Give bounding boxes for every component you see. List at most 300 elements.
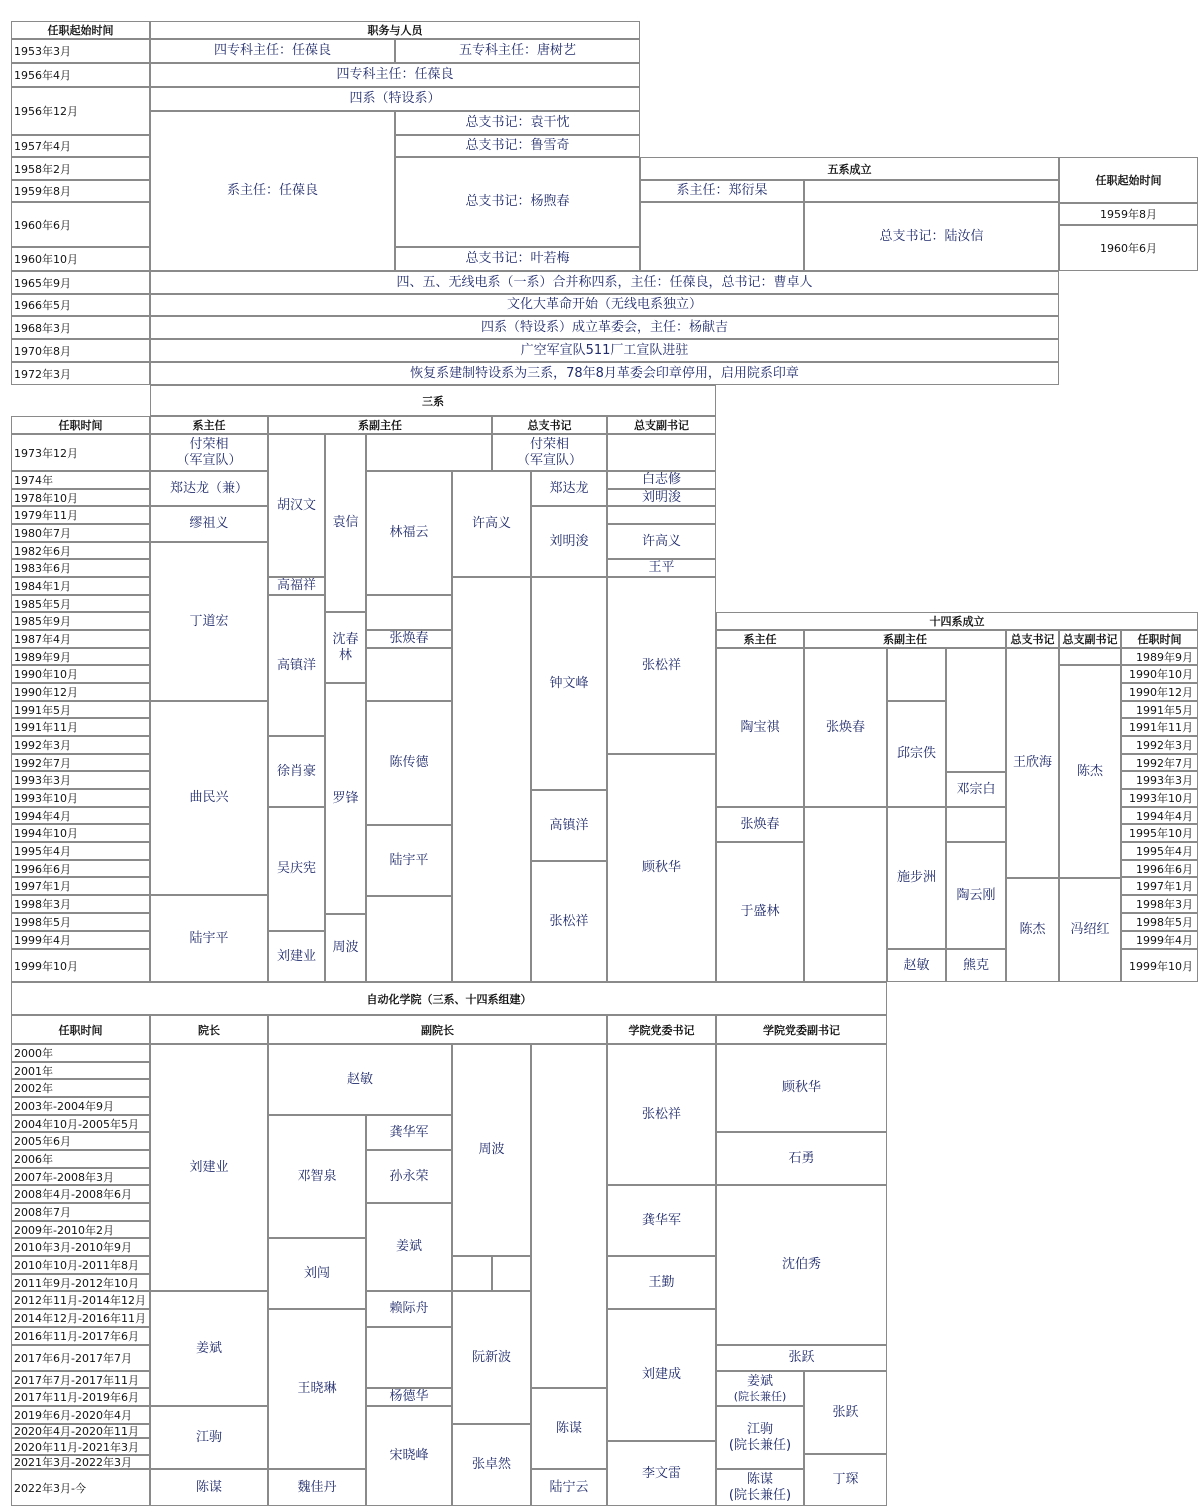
cell-text: 陈杰 bbox=[1076, 763, 1103, 779]
header-cell bbox=[150, 21, 640, 39]
empty-cell bbox=[640, 202, 804, 271]
name-cell bbox=[607, 471, 716, 489]
name-cell bbox=[531, 577, 607, 790]
name-cell bbox=[268, 1115, 366, 1238]
cell-text: 院长 bbox=[198, 1023, 220, 1037]
cell-text: 1956年12月 bbox=[14, 105, 78, 118]
cell-text: 张跃 bbox=[832, 1404, 859, 1420]
empty-cell bbox=[492, 1256, 531, 1291]
name-cell bbox=[804, 1371, 887, 1454]
date-cell bbox=[11, 542, 150, 559]
date-cell bbox=[1059, 225, 1198, 271]
cell-text: 2019年6月-2020年4月 bbox=[14, 1409, 132, 1422]
date-cell bbox=[1121, 949, 1198, 982]
cell-text: 恢复系建制特设系为三系，78年8月革委会印章停用，启用院系印章 bbox=[410, 365, 799, 381]
date-cell bbox=[11, 877, 150, 895]
cell-text: 张松祥 bbox=[641, 657, 681, 673]
cell-text: 1990年12月 bbox=[1129, 686, 1193, 699]
date-cell bbox=[11, 202, 150, 247]
name-cell bbox=[150, 506, 268, 542]
name-cell bbox=[640, 180, 804, 202]
cell-text: 2009年-2010年2月 bbox=[14, 1223, 114, 1237]
header-cell bbox=[11, 982, 887, 1015]
cell-text: 1983年6月 bbox=[14, 562, 71, 575]
name-cell bbox=[607, 754, 716, 982]
header-cell bbox=[804, 630, 1006, 648]
cell-text: 1996年6月 bbox=[14, 862, 71, 876]
name-cell bbox=[804, 1454, 887, 1506]
cell-text: 1992年3月 bbox=[14, 739, 71, 752]
date-cell bbox=[11, 471, 150, 489]
cell-text: 1960年10月 bbox=[14, 253, 78, 266]
name-cell bbox=[150, 87, 640, 111]
name-cell bbox=[531, 1388, 607, 1469]
name-cell bbox=[366, 825, 452, 896]
cell-text: 1998年5月 bbox=[1136, 916, 1193, 929]
cell-text: 魏佳丹 bbox=[297, 1479, 337, 1495]
header-cell bbox=[268, 1015, 607, 1044]
cell-text: 2017年7月-2017年11月 bbox=[14, 1373, 139, 1387]
cell-text: 1993年10月 bbox=[14, 792, 78, 805]
cell-text: 1991年11月 bbox=[14, 721, 78, 734]
cell-text: 2012年11月-2014年12月 bbox=[14, 1294, 146, 1307]
name-cell bbox=[150, 111, 395, 271]
header-cell bbox=[11, 21, 150, 39]
date-cell bbox=[11, 63, 150, 87]
cell-text: 王平 bbox=[648, 560, 675, 575]
date-cell bbox=[1121, 789, 1198, 807]
header-cell bbox=[640, 157, 1059, 180]
name-cell bbox=[150, 434, 268, 471]
cell-text: 陈杰 bbox=[1019, 922, 1046, 937]
cell-text: 2002年 bbox=[14, 1082, 53, 1095]
cell-text: 任职时间 bbox=[58, 1023, 103, 1037]
cell-text: 2004年10月-2005年5月 bbox=[14, 1117, 139, 1131]
name-cell bbox=[716, 1406, 804, 1469]
empty-cell bbox=[366, 648, 452, 701]
name-cell bbox=[531, 471, 607, 506]
date-cell bbox=[11, 665, 150, 683]
date-cell bbox=[11, 1469, 150, 1506]
date-cell bbox=[1059, 203, 1198, 225]
cell-text: 杨德华 bbox=[389, 1389, 429, 1404]
date-cell bbox=[1121, 860, 1198, 877]
cell-text: 四专科主任：任葆良 bbox=[213, 43, 331, 58]
cell-text: 2003年-2004年9月 bbox=[14, 1100, 114, 1113]
cell-text: 2006年 bbox=[14, 1153, 53, 1166]
cell-text: 赵敏 bbox=[903, 957, 930, 973]
date-cell bbox=[1121, 824, 1198, 842]
cell-text: 任职起始时间 bbox=[1095, 174, 1162, 187]
cell-text: 袁信 bbox=[332, 515, 359, 530]
date-cell bbox=[11, 577, 150, 595]
cell-text: 1999年10月 bbox=[1129, 959, 1193, 973]
empty-cell bbox=[366, 595, 452, 630]
cell-text: 1978年10月 bbox=[14, 491, 78, 505]
cell-text: 四、五、无线电系（一系）合并称四系，主任：任葆良，总书记：曹卓人 bbox=[396, 274, 813, 290]
date-cell bbox=[11, 789, 150, 807]
empty-cell bbox=[804, 180, 1059, 202]
name-cell bbox=[607, 524, 716, 559]
cell-text: 1991年5月 bbox=[1136, 703, 1193, 717]
header-cell bbox=[150, 416, 268, 434]
cell-text: 2010年10月-2011年8月 bbox=[14, 1259, 139, 1272]
date-cell bbox=[1121, 736, 1198, 754]
cell-text: 罗锋 bbox=[332, 790, 359, 806]
header-cell bbox=[716, 630, 804, 648]
cell-text: 1960年6月 bbox=[1100, 242, 1157, 255]
cell-text: 陆宇平 bbox=[189, 930, 229, 946]
header-cell bbox=[716, 1015, 887, 1044]
date-cell bbox=[11, 701, 150, 718]
name-cell bbox=[531, 506, 607, 577]
cell-text: 1979年11月 bbox=[14, 509, 78, 522]
cell-text: 李文雷 bbox=[641, 1465, 681, 1481]
cell-text: 任职起始时间 bbox=[47, 24, 114, 37]
cell-text: 2001年 bbox=[14, 1064, 53, 1078]
cell-text: 1993年3月 bbox=[1136, 774, 1193, 787]
name-cell bbox=[452, 1291, 531, 1424]
name-cell bbox=[150, 271, 1059, 294]
name-cell bbox=[887, 701, 946, 807]
date-cell bbox=[11, 1274, 150, 1291]
cell-text: 1987年4月 bbox=[14, 633, 71, 646]
cell-text: 许高义 bbox=[641, 533, 681, 549]
name-cell bbox=[150, 316, 1059, 339]
name-cell bbox=[452, 471, 531, 577]
cell-text: 总支书记：杨煦春 bbox=[465, 194, 570, 209]
cell-text: 总支书记 bbox=[1010, 633, 1055, 646]
empty-cell bbox=[946, 648, 1006, 772]
cell-text: 1994年4月 bbox=[1136, 809, 1193, 823]
date-cell bbox=[11, 180, 150, 202]
cell-text: 付荣相 （军宣队） bbox=[516, 436, 582, 468]
header-cell bbox=[1006, 630, 1059, 648]
empty-cell bbox=[887, 648, 946, 701]
cell-text: 周波 bbox=[478, 1142, 505, 1157]
cell-text: 1966年5月 bbox=[14, 299, 71, 312]
cell-text: 五系成立 bbox=[827, 162, 872, 176]
name-cell bbox=[607, 1185, 716, 1256]
cell-text: 1999年4月 bbox=[1136, 934, 1193, 947]
cell-text: 张卓然 bbox=[471, 1457, 511, 1472]
date-cell bbox=[11, 1203, 150, 1221]
cell-text: 1970年8月 bbox=[14, 344, 71, 358]
cell-text: 张跃 bbox=[788, 1350, 815, 1365]
cell-text: 于盛林 bbox=[740, 904, 780, 919]
empty-cell bbox=[946, 807, 1006, 842]
cell-text: 江驹 bbox=[195, 1429, 222, 1445]
cell-text: 1959年8月 bbox=[1100, 208, 1157, 221]
cell-text: 顾秋华 bbox=[781, 1080, 821, 1095]
cell-text: 宋晓峰 bbox=[389, 1448, 429, 1463]
cell-text: 总支副书记 bbox=[1062, 633, 1118, 646]
cell-text: 张松祥 bbox=[549, 913, 589, 929]
cell-text: 1989年9月 bbox=[1136, 650, 1193, 664]
name-cell bbox=[150, 362, 1059, 385]
name-cell bbox=[716, 648, 804, 807]
name-cell bbox=[268, 1044, 452, 1115]
cell-text: 邓智泉 bbox=[297, 1168, 337, 1184]
cell-text: 孙永荣 bbox=[389, 1168, 429, 1184]
name-cell bbox=[607, 1441, 716, 1506]
cell-text: 1985年9月 bbox=[14, 615, 71, 628]
empty-cell bbox=[452, 1256, 492, 1291]
header-cell bbox=[150, 385, 716, 416]
cell-text: 刘建成 bbox=[641, 1367, 681, 1382]
date-cell bbox=[11, 595, 150, 612]
cell-text: 1991年5月 bbox=[14, 703, 71, 717]
cell-text: 冯绍红 bbox=[1070, 922, 1110, 937]
cell-text: 2021年3月-2022年3月 bbox=[14, 1456, 132, 1469]
cell-text: 刘建业 bbox=[276, 948, 316, 964]
date-cell bbox=[11, 648, 150, 665]
cell-text: 自动化学院（三系、十四系组建） bbox=[366, 992, 532, 1006]
cell-text: 总支书记 bbox=[527, 419, 572, 432]
date-cell bbox=[11, 1424, 150, 1438]
cell-text: 1960年6月 bbox=[14, 218, 71, 232]
cell-text: 总支书记：陆汝信 bbox=[879, 228, 984, 244]
cell-text: 1957年4月 bbox=[14, 140, 71, 153]
cell-text: 2007年-2008年3月 bbox=[14, 1170, 114, 1184]
name-cell bbox=[395, 157, 640, 247]
cell-text: 任职时间 bbox=[1137, 633, 1182, 646]
name-cell bbox=[268, 1469, 366, 1506]
empty-cell bbox=[366, 1327, 452, 1388]
date-cell bbox=[11, 1455, 150, 1469]
cell-text: 1994年10月 bbox=[14, 827, 78, 840]
name-cell bbox=[607, 1309, 716, 1441]
cell-text: 高镇洋 bbox=[276, 657, 316, 673]
cell-text: 顾秋华 bbox=[641, 860, 681, 875]
name-cell bbox=[268, 434, 325, 577]
cell-text: 许高义 bbox=[471, 516, 511, 531]
cell-text: 1998年3月 bbox=[14, 898, 71, 911]
date-cell bbox=[1121, 701, 1198, 718]
name-cell bbox=[395, 247, 640, 271]
date-cell bbox=[11, 612, 150, 630]
cell-text: 1990年10月 bbox=[1129, 668, 1193, 681]
cell-text: 刘闯 bbox=[303, 1265, 330, 1281]
header-cell bbox=[1059, 157, 1198, 203]
cell-text: 1998年3月 bbox=[1136, 898, 1193, 911]
date-cell bbox=[11, 1256, 150, 1274]
cell-text: 姜斌 bbox=[395, 1239, 422, 1254]
empty-cell bbox=[366, 896, 452, 982]
cell-text: 陶宝祺 bbox=[740, 719, 780, 735]
name-cell bbox=[946, 842, 1006, 949]
date-cell bbox=[1121, 718, 1198, 736]
name-cell bbox=[150, 471, 268, 506]
cell-text: 1974年 bbox=[14, 474, 53, 487]
cell-text: 施步洲 bbox=[896, 870, 936, 885]
cell-text: 高福祥 bbox=[276, 578, 316, 593]
name-cell bbox=[150, 294, 1059, 316]
cell-text: 1990年10月 bbox=[14, 668, 78, 681]
header-cell bbox=[607, 416, 716, 434]
name-cell bbox=[268, 931, 325, 982]
date-cell bbox=[1121, 771, 1198, 789]
name-cell bbox=[325, 612, 366, 683]
date-cell bbox=[1121, 895, 1198, 913]
header-cell bbox=[268, 416, 492, 434]
date-cell bbox=[11, 1079, 150, 1097]
cell-text: 邓宗白 bbox=[956, 781, 996, 797]
name-cell bbox=[607, 559, 716, 577]
name-cell bbox=[325, 914, 366, 982]
date-cell bbox=[11, 524, 150, 542]
cell-text: 1993年10月 bbox=[1129, 792, 1193, 805]
cell-text: 钟文峰 bbox=[549, 675, 589, 691]
cell-text: 龚华军 bbox=[641, 1212, 681, 1228]
name-cell bbox=[268, 595, 325, 736]
date-cell bbox=[11, 87, 150, 135]
cell-text: 系主任：任葆良 bbox=[226, 183, 318, 198]
name-cell bbox=[607, 1256, 716, 1309]
cell-text: 2008年4月-2008年6月 bbox=[14, 1188, 132, 1201]
cell-text: 沈伯秀 bbox=[781, 1257, 821, 1272]
cell-text: 刘明浚 bbox=[549, 533, 589, 549]
cell-text: 五专科主任：唐树艺 bbox=[458, 43, 576, 58]
name-cell bbox=[395, 135, 640, 157]
empty-cell bbox=[607, 506, 716, 524]
name-cell bbox=[1059, 878, 1121, 982]
date-cell bbox=[11, 339, 150, 362]
cell-text: 林福云 bbox=[389, 525, 429, 540]
cell-text: 2008年7月 bbox=[14, 1206, 71, 1219]
date-cell bbox=[11, 1438, 150, 1455]
date-cell bbox=[11, 718, 150, 736]
cell-text: 总支书记：叶若梅 bbox=[465, 251, 570, 266]
name-cell bbox=[150, 542, 268, 701]
date-cell bbox=[11, 860, 150, 877]
cell-text: 王勤 bbox=[648, 1274, 675, 1290]
cell-text: 2016年11月-2017年6月 bbox=[14, 1330, 139, 1343]
name-cell bbox=[716, 807, 804, 842]
date-cell bbox=[11, 895, 150, 913]
date-cell bbox=[11, 771, 150, 789]
name-cell bbox=[150, 1044, 268, 1291]
date-cell bbox=[11, 294, 150, 316]
cell-text: 石勇 bbox=[788, 1150, 815, 1166]
cell-text: 文化大革命开始（无线电系独立） bbox=[506, 297, 702, 312]
cell-text: 1992年7月 bbox=[14, 756, 71, 770]
cell-text: 郑达龙 bbox=[549, 480, 589, 496]
cell-text: 1972年3月 bbox=[14, 367, 71, 381]
cell-text: 张焕春 bbox=[825, 719, 865, 735]
cell-text: 付荣相 （军宣队） bbox=[176, 436, 242, 468]
cell-text: 1953年3月 bbox=[14, 45, 71, 58]
cell-text: 姜斌 bbox=[746, 1373, 773, 1389]
date-cell bbox=[1121, 913, 1198, 931]
cell-text: 1992年3月 bbox=[1136, 739, 1193, 752]
cell-text: 2020年11月-2021年3月 bbox=[14, 1440, 139, 1454]
date-cell bbox=[11, 1406, 150, 1424]
name-cell bbox=[531, 861, 607, 982]
date-cell bbox=[1121, 877, 1198, 895]
name-cell bbox=[1006, 648, 1059, 878]
empty-cell bbox=[804, 807, 887, 982]
cell-text: 系副主任 bbox=[358, 419, 402, 432]
name-cell bbox=[366, 1115, 452, 1150]
cell-text: 曲民兴 bbox=[189, 790, 229, 805]
date-cell bbox=[1121, 754, 1198, 771]
name-cell bbox=[946, 949, 1006, 982]
name-cell bbox=[1059, 665, 1121, 878]
name-cell bbox=[395, 39, 640, 63]
name-cell bbox=[150, 1406, 268, 1469]
name-cell bbox=[492, 434, 607, 471]
name-cell bbox=[150, 339, 1059, 362]
cell-text: 周波 bbox=[332, 940, 359, 955]
cell-text: 系主任 bbox=[192, 419, 226, 432]
date-cell bbox=[11, 913, 150, 931]
header-cell bbox=[716, 612, 1198, 630]
cell-text: 丁琛 bbox=[832, 1472, 859, 1487]
cell-text: 陈谋 (院长兼任) bbox=[728, 1471, 792, 1503]
name-cell bbox=[268, 577, 325, 595]
date-cell bbox=[11, 807, 150, 824]
cell-text: 职务与人员 bbox=[367, 24, 423, 37]
date-cell bbox=[1121, 807, 1198, 824]
cell-text: 1958年2月 bbox=[14, 162, 71, 176]
cell-text: 陈传德 bbox=[389, 755, 429, 770]
cell-text: 1991年11月 bbox=[1129, 721, 1193, 734]
header-cell bbox=[1121, 630, 1198, 648]
date-cell bbox=[11, 1327, 150, 1345]
cell-text: 总支书记：鲁雪奇 bbox=[465, 138, 570, 153]
header-cell bbox=[11, 1015, 150, 1044]
date-cell bbox=[11, 842, 150, 860]
date-cell bbox=[1121, 842, 1198, 860]
cell-text: 1994年4月 bbox=[14, 809, 71, 823]
date-cell bbox=[11, 506, 150, 524]
name-cell bbox=[716, 1469, 804, 1506]
cell-text: 系主任 bbox=[743, 633, 777, 646]
cell-text: 1965年9月 bbox=[14, 276, 71, 290]
date-cell bbox=[11, 434, 150, 471]
cell-text: 1982年6月 bbox=[14, 544, 71, 558]
name-cell bbox=[395, 111, 640, 135]
cell-text: 2017年11月-2019年6月 bbox=[14, 1391, 139, 1404]
cell-text: 四系（特设系） bbox=[349, 91, 441, 106]
date-cell bbox=[1121, 648, 1198, 665]
cell-text: 邱宗佚 bbox=[896, 746, 936, 761]
name-cell bbox=[268, 1309, 366, 1469]
cell-note: (院长兼任) bbox=[733, 1389, 787, 1403]
date-cell bbox=[11, 1168, 150, 1185]
date-cell bbox=[11, 1044, 150, 1062]
date-cell bbox=[11, 1185, 150, 1203]
header-cell bbox=[150, 1015, 268, 1044]
cell-text: 系副主任 bbox=[883, 633, 927, 646]
date-cell bbox=[11, 1221, 150, 1238]
date-cell bbox=[11, 824, 150, 842]
header-cell bbox=[607, 1015, 716, 1044]
cell-text: 四系（特设系）成立革委会，主任：杨献吉 bbox=[480, 319, 728, 335]
date-cell bbox=[1121, 683, 1198, 701]
date-cell bbox=[11, 1388, 150, 1406]
name-cell bbox=[366, 1388, 452, 1406]
name-cell bbox=[716, 1185, 887, 1345]
date-cell bbox=[11, 489, 150, 506]
name-cell bbox=[268, 736, 325, 807]
cell-text: 1998年5月 bbox=[14, 916, 71, 929]
name-cell bbox=[268, 1238, 366, 1309]
cell-text: 沈春 林 bbox=[332, 631, 359, 663]
date-cell bbox=[11, 1132, 150, 1150]
cell-text: 1995年10月 bbox=[1129, 827, 1193, 840]
